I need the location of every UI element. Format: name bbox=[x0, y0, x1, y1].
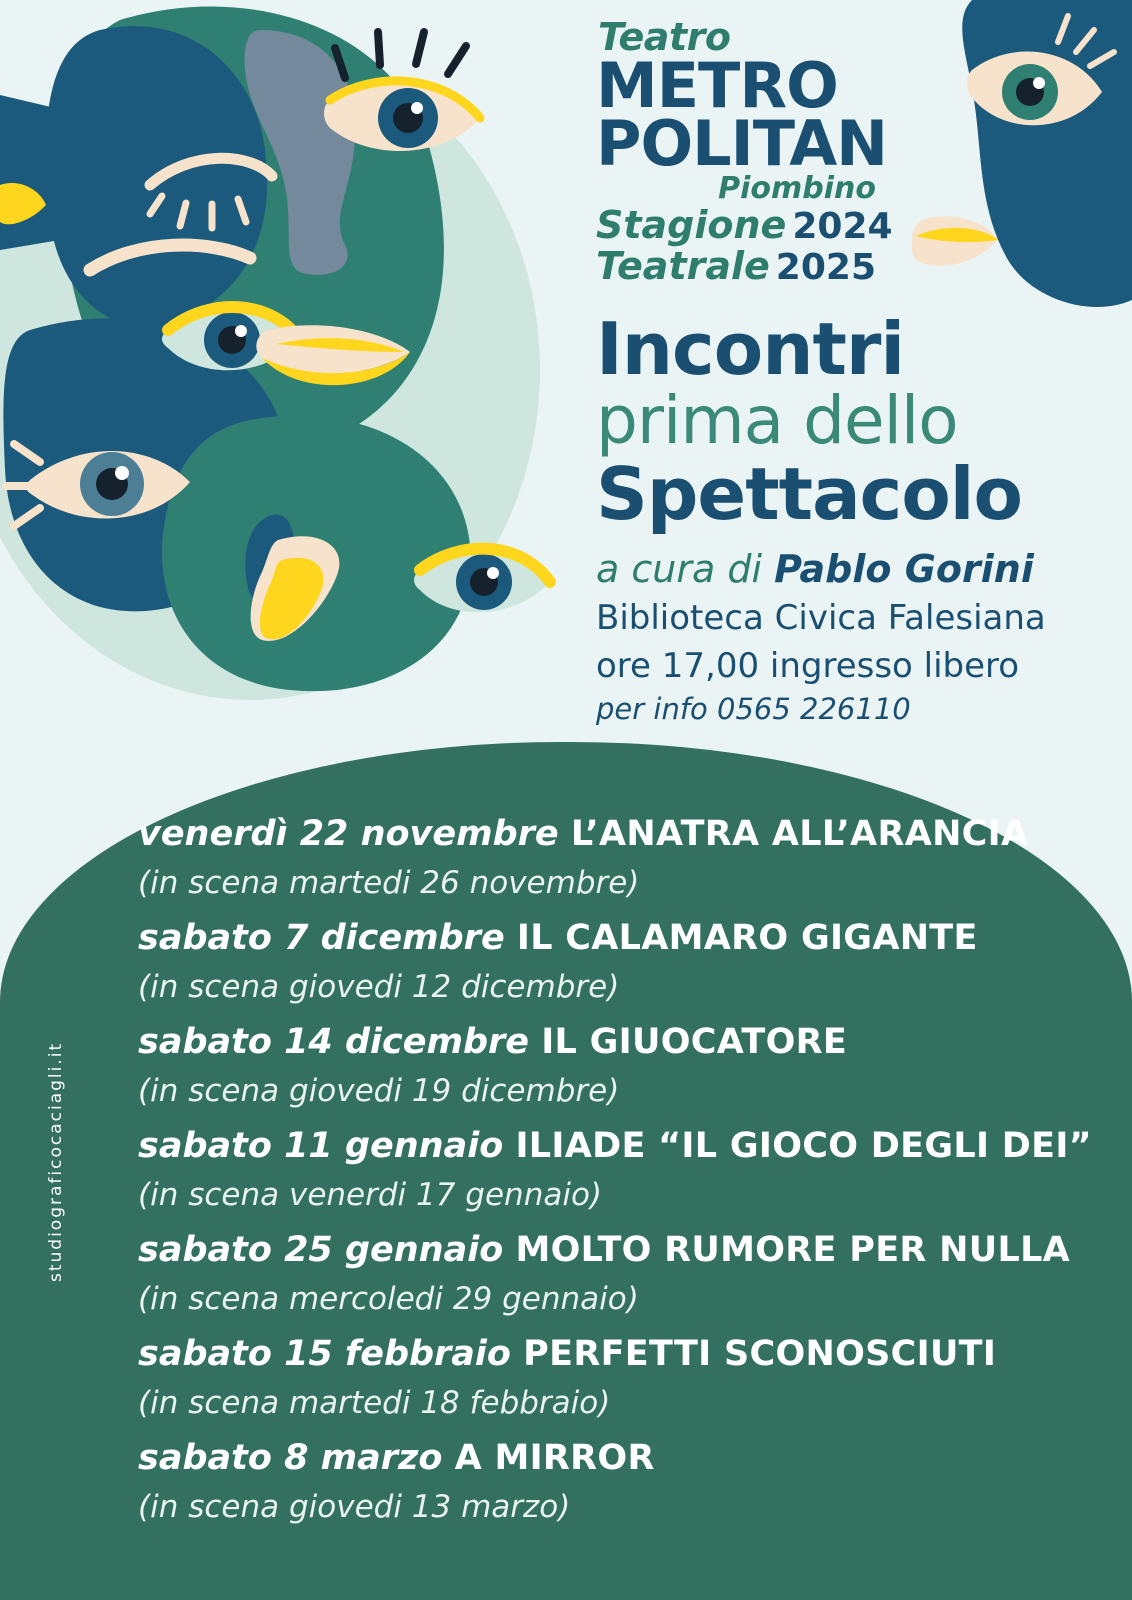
venue-line-2: ore 17,00 ingresso libero bbox=[596, 646, 1020, 686]
schedule-note: (in scena martedi 26 novembre) bbox=[138, 865, 640, 901]
schedule-show: IL GIUOCATORE bbox=[541, 1022, 848, 1062]
page-title-line3: Spettacolo bbox=[596, 452, 1022, 536]
schedule-show: A MIRROR bbox=[454, 1438, 655, 1478]
studio-credit: studiograficocaciagli.it bbox=[46, 1041, 66, 1282]
season-year-end: 2025 bbox=[775, 247, 876, 288]
venue-line-1: Biblioteca Civica Falesiana bbox=[596, 598, 1046, 638]
curator-line bbox=[596, 548, 1116, 590]
season-row-2 bbox=[596, 244, 1116, 288]
schedule-date: sabato 7 dicembre bbox=[138, 918, 517, 958]
schedule-date: sabato 15 febbraio bbox=[138, 1334, 524, 1374]
schedule-note: (in scena giovedi 13 marzo) bbox=[138, 1489, 571, 1525]
schedule-entry-title bbox=[138, 1016, 1098, 1068]
schedule-note: (in scena giovedi 12 dicembre) bbox=[138, 969, 620, 1005]
schedule-show: PERFETTI SCONOSCIUTI bbox=[523, 1334, 997, 1374]
schedule-date: sabato 8 marzo bbox=[138, 1438, 455, 1478]
schedule-list bbox=[138, 808, 1098, 1536]
header-block bbox=[596, 15, 1116, 726]
season-row-1 bbox=[596, 203, 1116, 247]
curator-prefix: a cura di bbox=[596, 547, 775, 591]
schedule-entry-title bbox=[138, 1328, 1098, 1380]
schedule-date: sabato 11 gennaio bbox=[138, 1126, 516, 1166]
list-item bbox=[138, 1120, 1098, 1218]
schedule-show: L’ANATRA ALL’ARANCIA bbox=[570, 814, 1029, 854]
logo-teatro: Teatro bbox=[598, 15, 731, 59]
logo-metro: METRO bbox=[596, 49, 838, 122]
schedule-entry-title bbox=[138, 808, 1098, 860]
schedule-note: (in scena giovedi 19 dicembre) bbox=[138, 1073, 620, 1109]
season-year-start: 2024 bbox=[792, 206, 893, 247]
schedule-date: sabato 14 dicembre bbox=[138, 1022, 542, 1062]
logo-politan: POLITAN bbox=[596, 107, 888, 180]
schedule-entry-title bbox=[138, 1120, 1098, 1172]
curator-name: Pablo Gorini bbox=[774, 547, 1034, 591]
list-item bbox=[138, 912, 1098, 1010]
schedule-note: (in scena mercoledi 29 gennaio) bbox=[138, 1281, 639, 1317]
schedule-show: MOLTO RUMORE PER NULLA bbox=[515, 1230, 1071, 1270]
info-phone: per info 0565 226110 bbox=[596, 692, 911, 726]
schedule-date: sabato 25 gennaio bbox=[138, 1230, 516, 1270]
list-item bbox=[138, 1016, 1098, 1114]
season-word-stagione: Stagione bbox=[596, 203, 787, 247]
list-item bbox=[138, 808, 1098, 906]
schedule-entry-title bbox=[138, 1224, 1098, 1276]
list-item bbox=[138, 1224, 1098, 1322]
schedule-entry-title bbox=[138, 1432, 1098, 1484]
schedule-date: venerdì 22 novembre bbox=[138, 814, 571, 854]
schedule-note: (in scena martedi 18 febbraio) bbox=[138, 1385, 611, 1421]
list-item bbox=[138, 1432, 1098, 1530]
season-word-teatrale: Teatrale bbox=[596, 244, 770, 288]
schedule-entry-title bbox=[138, 912, 1098, 964]
schedule-show: ILIADE “IL GIOCO DEGLI DEI” bbox=[515, 1126, 1092, 1166]
logo-city: Piombino bbox=[718, 171, 876, 206]
cover-artwork bbox=[0, 0, 620, 740]
schedule-show: IL CALAMARO GIGANTE bbox=[516, 918, 978, 958]
page-title-line2: prima dello bbox=[596, 382, 958, 459]
list-item bbox=[138, 1328, 1098, 1426]
page-title-line1: Incontri bbox=[596, 307, 905, 391]
schedule-note: (in scena venerdi 17 gennaio) bbox=[138, 1177, 603, 1213]
